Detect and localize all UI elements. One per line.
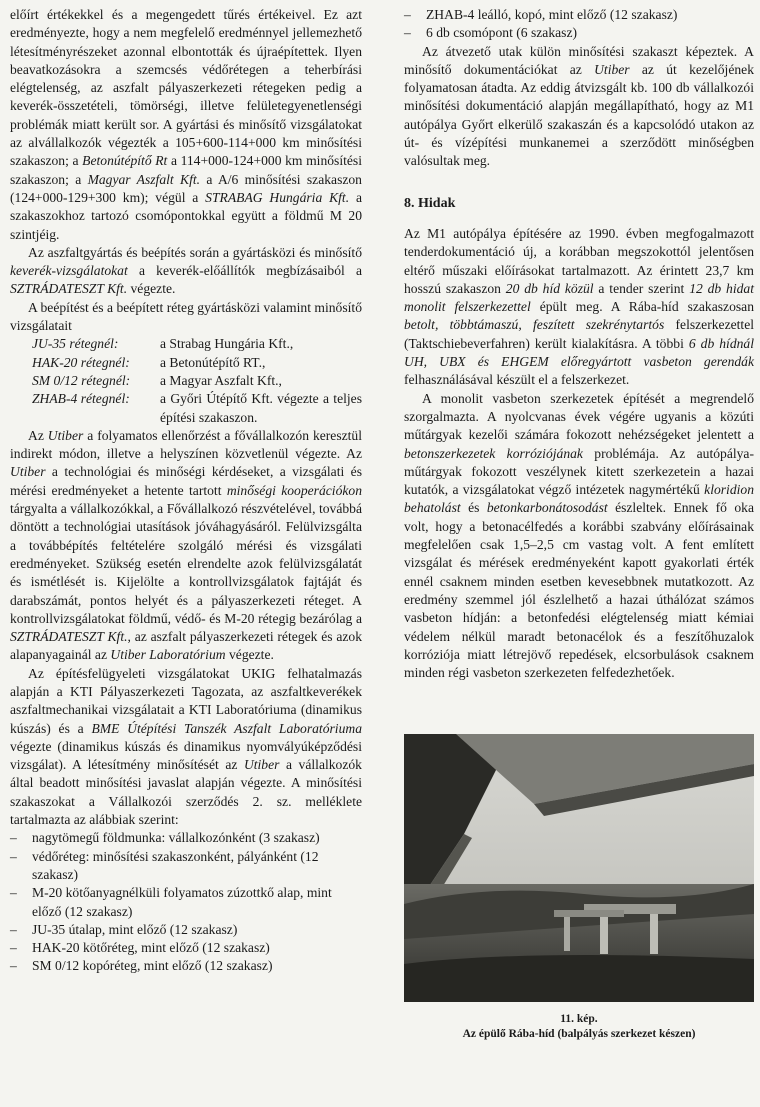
section-heading: 8. Hidak	[404, 195, 456, 211]
list-item: – 6 db csomópont (6 szakasz)	[404, 25, 578, 41]
qualification-sections-list	[10, 829, 362, 975]
list-item: – nagytömegű földmunka: vállalkozónként (3 szakasz)	[10, 830, 320, 846]
left-column	[10, 6, 362, 976]
table-row: HAK-20 rétegnél: a Betonútépítő RT.,	[32, 354, 266, 370]
paragraph-asphalt-tests: Az aszfaltgyártás és beépítés során a gyártásközi és minősítő keverék-vizsgálatokat a keverék-előállítók megbízásaiból a SZTRÁDATESZT Kft. végezte.	[10, 244, 362, 297]
figure-caption-text: Az épülő Rába-híd (balpályás szerkezet készen)	[462, 1028, 696, 1040]
paragraph-utiber-control: Az Utiber a folyamatos ellenőrzést a fővállalkozón keresztül indirekt módon, illetve a helyszínen közvetlenül végezte. Az Utiber a technológiai és minőségi kérdéseket, a vizsgálati és mérési eredményeket a hetente tartott minőségi kooperációkon tárgyalta a vállalkozókkal, a Fővállalkozó részvételével, továbbá döntött a technológiai utasítások jóváhagyásáról. Felülvizsgálta a továbbépítés feltételére szolgáló mérési és vizsgálati eredményeket. Szükség esetén elrendelte azok felülvizsgálatát és ismétlését is. Kijelölte a kontrollvizsgálatok fajtáját és darabszámát, pontos helyét és a pályaszerkezeti réteget. A kontrollvizsgálatokat földmű, védő- és M-20 rétegig bezárólag a SZTRÁDATESZT Kft., az aszfalt pályaszerkezeti rétegek és azok alapanyagainál az Utiber Laboratórium végezte.	[10, 427, 363, 663]
table-row: JU-35 rétegnél: a Strabag Hungária Kft.,	[32, 336, 294, 352]
figure-caption	[404, 1012, 754, 1042]
paragraph-supervision-tests: Az építésfelügyeleti vizsgálatokat UKIG felhatalmazás alapján a KTI Pályaszerkezeti Tagozata, az aszfaltkeverékek aszfaltmechanikai vizsgálatait a KTI Laboratóriuma (dinamikus kúszás) és a BME Útépítési Tanszék Aszfalt Laboratóriuma végezte (dinamikus kúszás és dinamikus nyomvályúképződési vizsgálat). A létesítmény minősítését az Utiber a vállalkozók által beadott minősítési javaslat alapján végezte. A minősítési szakaszokat a Vállalkozói szerződés 2. sz. melléklete tartalmazta az alábbiak szerint:	[10, 665, 362, 828]
paragraph-documentation: Az átvezető utak külön minősítési szakaszt képeztek. A minősítő dokumentációkat az Utiber az út kezelőjének folyamatosan átadta. Az eddig átvizsgált kb. 100 db vállalkozói minősítési dokumentáció alapján megállapítható, hogy az M1 autópálya Győrt elkerülő szakaszán és a kapcsolódó utakon az út- és vízépítési munkanemei a szerződött minőségben valósultak meg.	[404, 43, 754, 169]
layer-tests-table	[32, 335, 362, 426]
paragraph-bridges-tender: Az M1 autópálya építésére az 1990. évben megfogalmazott tenderdokumentáció új, a korábban megszokottól jelentősen eltérő műszaki előírásokat tartalmazott. Az érintett 23,7 km hosszú szakaszon 20 db híd közül a tender szerint 12 db hidat monolit felszerkezettel épült meg. A Rába-híd szakaszosan betolt, többtámaszú, feszített szekrénytartós felszerkezettel (Taktschiebeverfahren) került kialakításra. A többi 6 db hídnál UH, UBX és EHGEM előregyártott vasbeton gerendák felhasználásával készült el a felszerkezet.	[404, 225, 755, 388]
table-row: SM 0/12 rétegnél: a Magyar Aszfalt Kft.,	[32, 372, 282, 388]
list-item: – SM 0/12 kopóréteg, mint előző (12 szakasz)	[10, 958, 273, 974]
list-item: – M-20 kötőanyagnélküli folyamatos zúzottkő alap, mint előző (12 szakasz)	[10, 885, 332, 919]
paragraph-quality-control: előírt értékekkel és a megengedett tűrés értékeivel. Ez azt eredményezte, hogy a nem megfelelő eredménnyel jellemezhető létesítményrészeket azonnal elbontották és újraépítettek. Ilyen beavatkozásokra a szemcsés védőrétegen a teherbírási elégtelenség, az aszfalt pályaszerkezeti rétegeken pedig a keverék-összetételi, tömörségi, illetve felületegyenetlenségi problémák miatt került sor. A gyártási és minősítő vizsgálatokat az alvállalkozók végezték a 105+600-114+000 km minősítési szakaszon; a Betonútépítő Rt a 114+000-124+000 km minősítési szakaszon; a Magyar Aszfalt Kft. a A/6 minősítési szakaszon (124+000-129+300 km); végül a STRABAG Hungária Kft. a szakaszokhoz tartozó csomópontokkal együtt a földmű M 20 szintjéig.	[10, 7, 362, 242]
figure-number: 11. kép.	[560, 1013, 598, 1025]
table-row: ZHAB-4 rétegnél: a Győri Útépítő Kft. végezte a teljes építési szakaszon.	[32, 391, 362, 425]
list-item: – HAK-20 kötőréteg, mint előző (12 szakasz)	[10, 940, 270, 956]
paragraph-corrosion: A monolit vasbeton szerkezetek építését a megrendelő szorgalmazta. A nyolcvanas évek végére ugyanis a közúti műtárgyak kezelői számára fokozott nehézségeket jelentett a betonszerkezetek korróziójának problémája. Az autópálya-műtárgyak fokozott veszélynek kitett szerkezetein a hazai kutatók, a vizsgálatokat végző intézetek nagymértékű kloridion behatolást és betonkarbonátosodást észleltek. Ennek fő oka volt, hogy a betonacélfedés a korábbi szabvány előírásainak megfelelően csak 1,5–2,5 cm vastag volt. A fent említett vizsgálat és mérések eredményeként kapott gyakorlati érték ennél csaknem minden esetben kevesebbnek mutatkozott. Az eredmény szemmel jól észlelhető a hazai úthálózat számos vasbeton hídján: a betonfedési elégtelenség miatt kémiai védelem nélkül maradt betonacélok és a feszítőhuzalok korróziója miatt létrejövő repedések, elcsorbulások csaknem minden régi vasbeton szerkezeten felfedezhetőek.	[404, 390, 754, 681]
qualification-sections-list-cont	[404, 6, 754, 43]
list-item: – JU-35 útalap, mint előző (12 szakasz)	[10, 921, 238, 937]
bridge-photo-image	[404, 734, 754, 1002]
right-column	[404, 6, 754, 682]
list-item: – ZHAB-4 leálló, kopó, mint előző (12 szakasz)	[404, 7, 678, 22]
list-item: – védőréteg: minősítési szakaszonként, pályánként (12 szakasz)	[10, 848, 319, 882]
paragraph-layer-tests-intro: A beépítést és a beépített réteg gyártásközi valamint minősítő vizsgálatait	[10, 299, 362, 334]
bridge-photo	[404, 734, 754, 1002]
